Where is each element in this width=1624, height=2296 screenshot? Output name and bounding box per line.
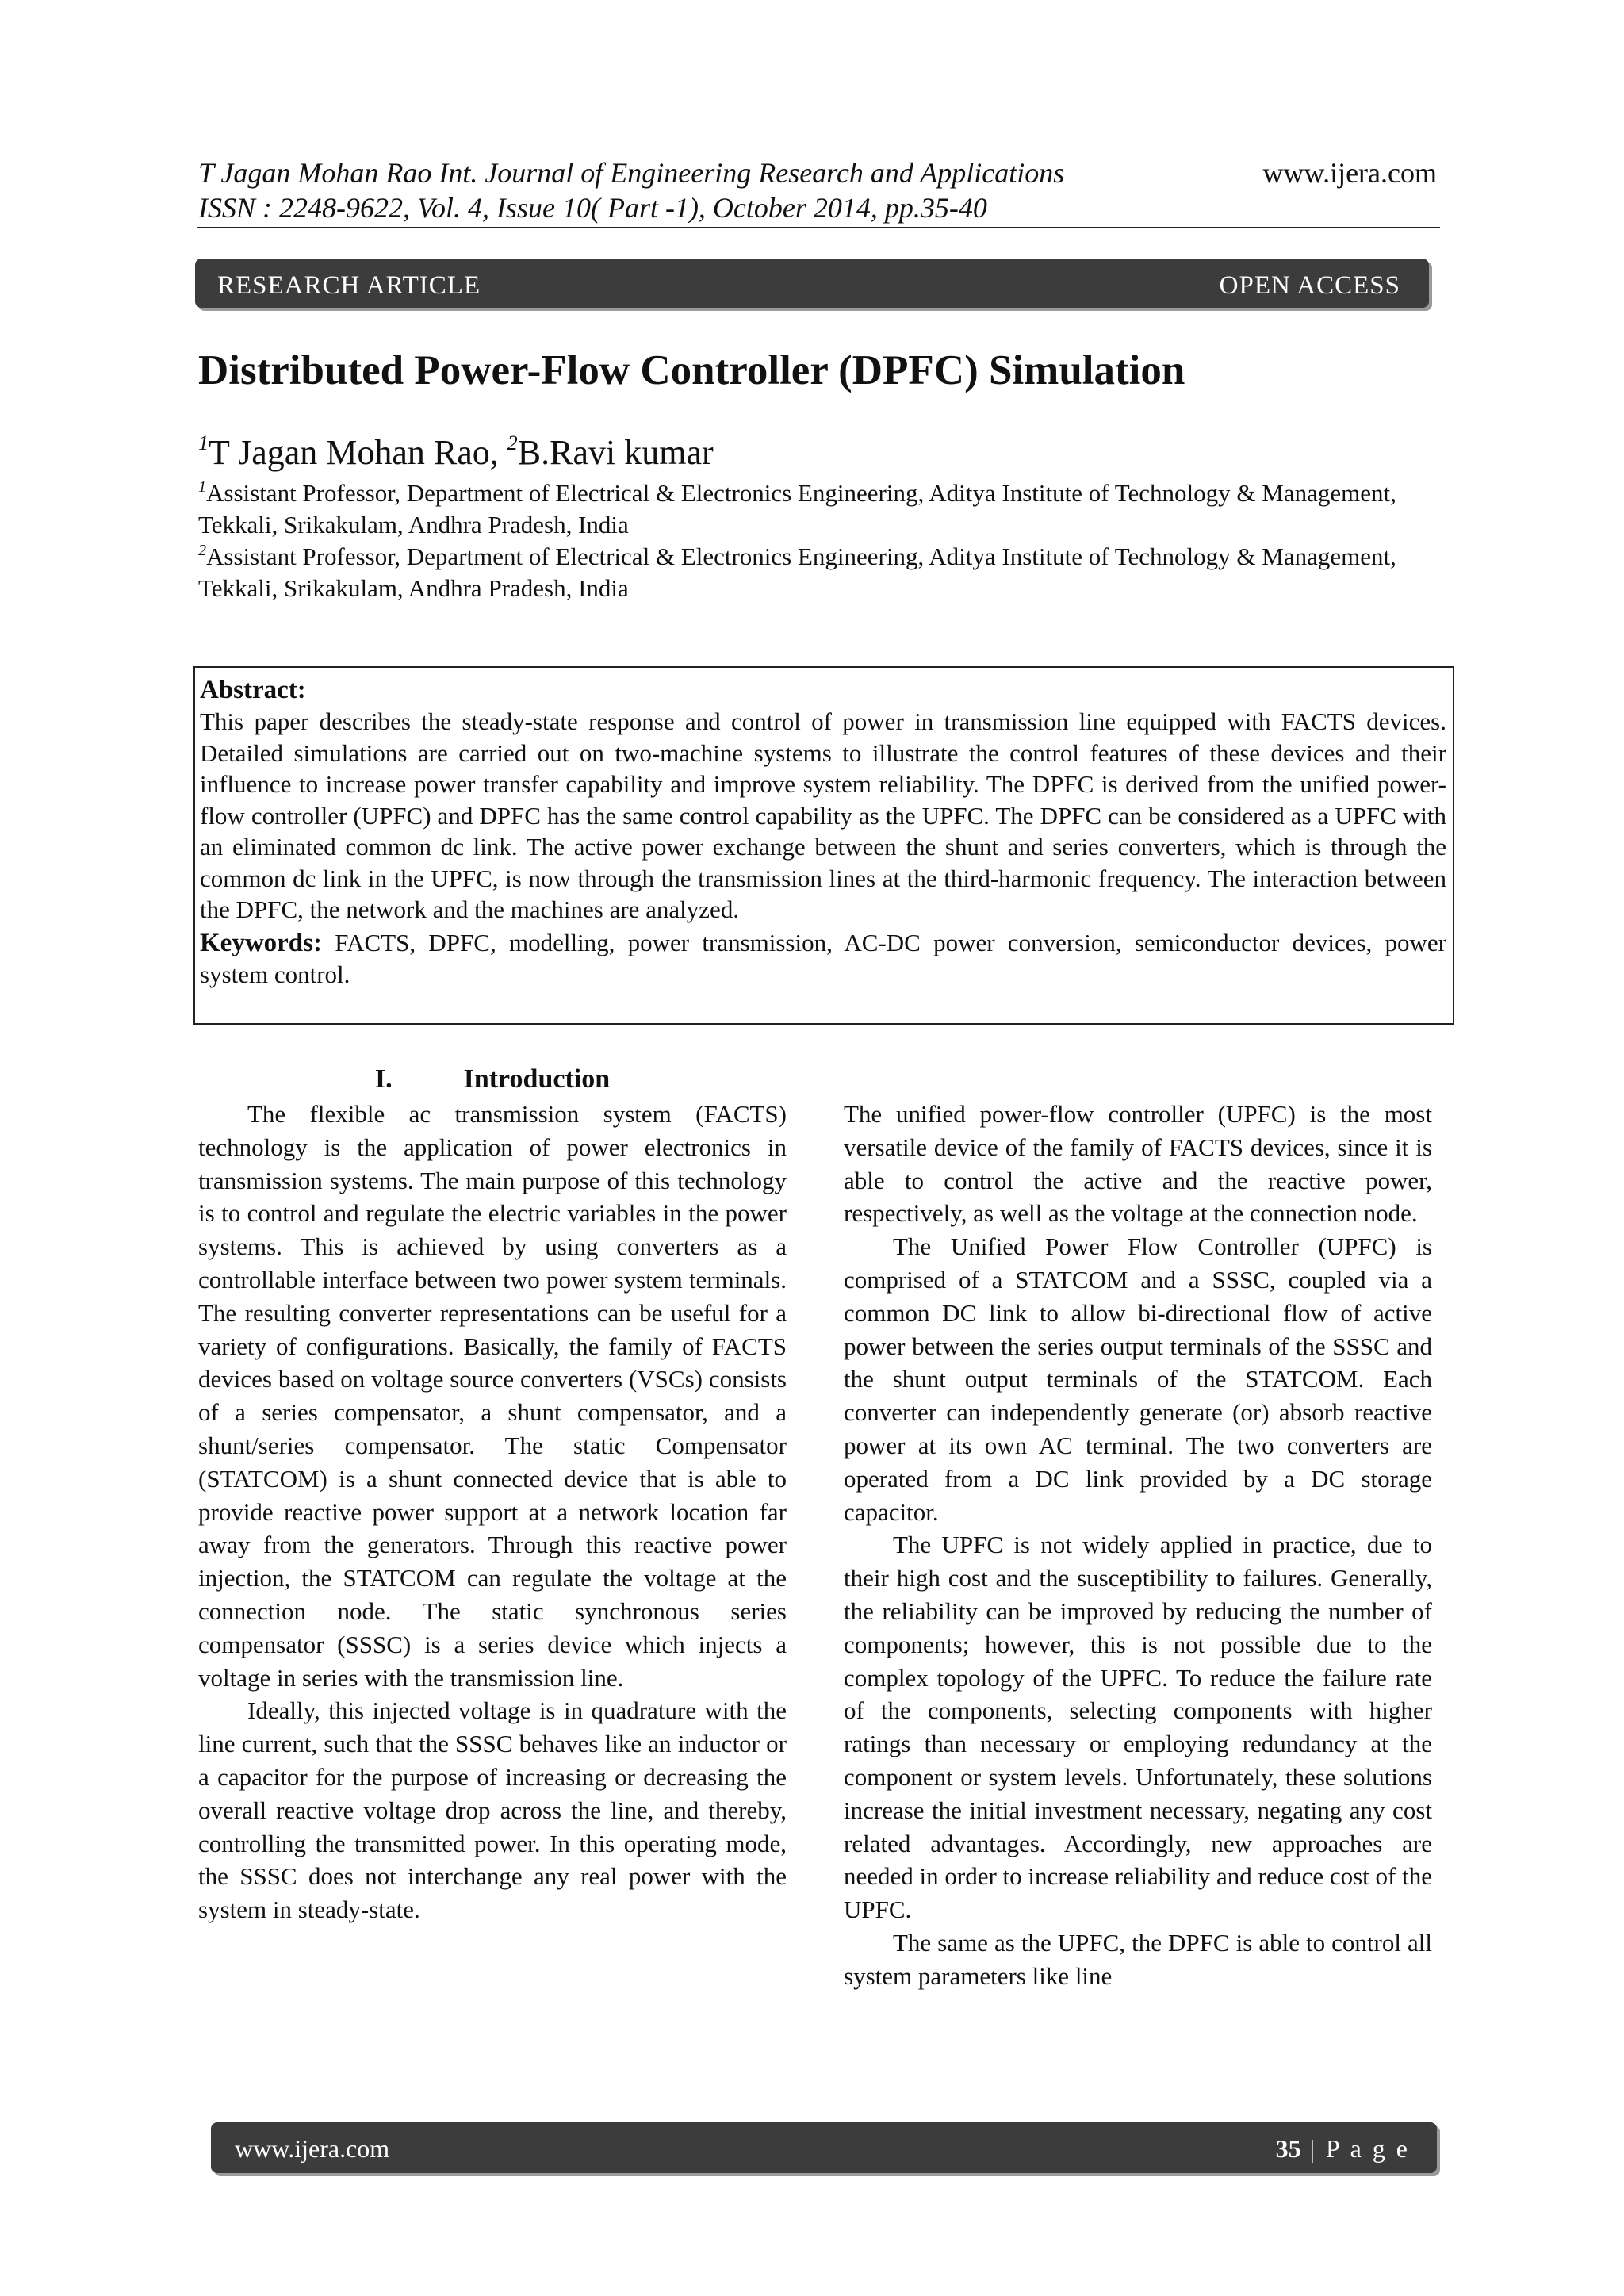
page-suffix: | P a g e — [1300, 2134, 1410, 2163]
right-column — [844, 1098, 1432, 1993]
page-number-label — [1276, 2133, 1410, 2164]
paragraph: The unified power-flow controller (UPFC) is the most versatile device of the family of FACTS devices, since it is able to control the active and the reactive power, respectively, as well as the voltage at the connection node. — [844, 1100, 1432, 1228]
affiliation-2 — [198, 535, 1435, 604]
paragraph: The Unified Power Flow Controller (UPFC) is comprised of a STATCOM and a SSSC, coupled via a common DC link to allow bi-directional flow of active power between the series output terminals of the SSSC and the shunt output terminals of the STATCOM. Each converter can independently generate (or) absorb reactive power at its own AC terminal. The two converters are operated from a DC link provided by a DC storage capacitor. — [844, 1232, 1432, 1526]
affiliation-1-text: Assistant Professor, Department of Electrical & Electronics Engineering, Aditya Institute of Technology & Management, Tekkali, Srikakulam, Andhra Pradesh, India — [198, 479, 1396, 539]
page-footer — [211, 2122, 1437, 2173]
journal-line-2: ISSN : 2248-9622, Vol. 4, Issue 10( Part -1), October 2014, pp.35-40 — [198, 192, 987, 224]
paper-title: Distributed Power-Flow Controller (DPFC) Simulation — [198, 347, 1185, 393]
abstract-text: This paper describes the steady-state response and control of power in transmission line equipped with FACTS devices. Detailed simulations are carried out on two-machine systems to illustrate the control features of these devices and their influence to increase power transfer capability and improve system reliability. The DPFC is derived from the unified power-flow controller (UPFC) and DPFC has the same control capability as the UPFC. The DPFC can be considered as a UPFC with an eliminated common dc link. The active power exchange between the shunt and series converters, which is through the common dc link in the UPFC, is now through the transmission lines at the third-harmonic frequency. The interaction between the DPFC, the network and the machines are analyzed. — [200, 707, 1446, 923]
running-header — [198, 155, 1064, 225]
abstract-heading: Abstract: — [200, 676, 306, 704]
article-type-banner — [195, 259, 1429, 308]
author-line — [198, 422, 714, 474]
keywords-text: FACTS, DPFC, modelling, power transmission, AC-DC power conversion, semiconductor devices, power system control. — [200, 928, 1446, 988]
research-article-label: RESEARCH ARTICLE — [217, 271, 481, 300]
paragraph: The UPFC is not widely applied in practice, due to their high cost and the susceptibility to failures. Generally, the reliability can be improved by reducing the number of components; however, this is not possible due to the complex topology of the UPFC. To reduce the failure rate of the components, selecting components with higher ratings than necessary or employing redundancy at the component or system levels. Unfortunately, these solutions increase the initial investment necessary, negating any cost related advantages. Accordingly, new approaches are needed in order to increase reliability and reduce cost of the UPFC. — [844, 1531, 1432, 1924]
header-website: www.ijera.com — [1262, 157, 1437, 189]
paragraph: Ideally, this injected voltage is in quadrature with the line current, such that the SSSC behaves like an inductor or a capacitor for the purpose of increasing or decreasing the overall reactive voltage drop across the line, and thereby, controlling the transmitted power. In this operating mode, the SSSC does not interchange any real power with the system in steady-state. — [198, 1696, 787, 1924]
affiliation-2-mark: 2 — [198, 542, 206, 559]
author-1-name: T Jagan Mohan Rao, — [209, 433, 508, 472]
page-number: 35 — [1275, 2134, 1301, 2163]
keywords — [200, 927, 1446, 991]
footer-website: www.ijera.com — [235, 2134, 390, 2163]
affiliation-2-text: Assistant Professor, Department of Electrical & Electronics Engineering, Aditya Institute of Technology & Management, Tekkali, Srikakulam, Andhra Pradesh, India — [198, 542, 1396, 602]
paragraph: The flexible ac transmission system (FACTS) technology is the application of power electronics in transmission systems. The main purpose of this technology is to control and regulate the electric variables in the power systems. This is achieved by using converters as a controllable interface between two power system terminals. The resulting converter representations can be useful for a variety of configurations. Basically, the family of FACTS devices based on voltage source converters (VSCs) consists of a series compensator, a shunt compensator, and a shunt/series compensator. The static Compensator (STATCOM) is a shunt connected device that is able to provide reactive power support at a network location far away from the generators. Through this reactive power injection, the STATCOM can regulate the voltage at the connection node. The static synchronous series compensator (SSSC) is a series device which injects a voltage in series with the transmission line. — [198, 1100, 787, 1692]
affiliation-1 — [198, 471, 1435, 541]
author-2-name: B.Ravi kumar — [517, 433, 714, 472]
affiliation-1-mark: 1 — [198, 478, 206, 496]
keywords-label: Keywords: — [200, 928, 322, 957]
section-title: Introduction — [463, 1064, 611, 1094]
journal-line-1: T Jagan Mohan Rao Int. Journal of Engineering Research and Applications — [198, 157, 1065, 189]
left-column — [198, 1098, 787, 1926]
abstract-box — [193, 666, 1454, 1025]
paragraph: The same as the UPFC, the DPFC is able to control all system parameters like line — [844, 1928, 1432, 1990]
author-1-mark: 1 — [198, 431, 209, 454]
section-heading — [198, 1063, 787, 1096]
author-2-mark: 2 — [507, 431, 518, 454]
section-number: I. — [374, 1064, 393, 1094]
header-divider — [197, 227, 1440, 228]
open-access-label: OPEN ACCESS — [1219, 271, 1400, 300]
